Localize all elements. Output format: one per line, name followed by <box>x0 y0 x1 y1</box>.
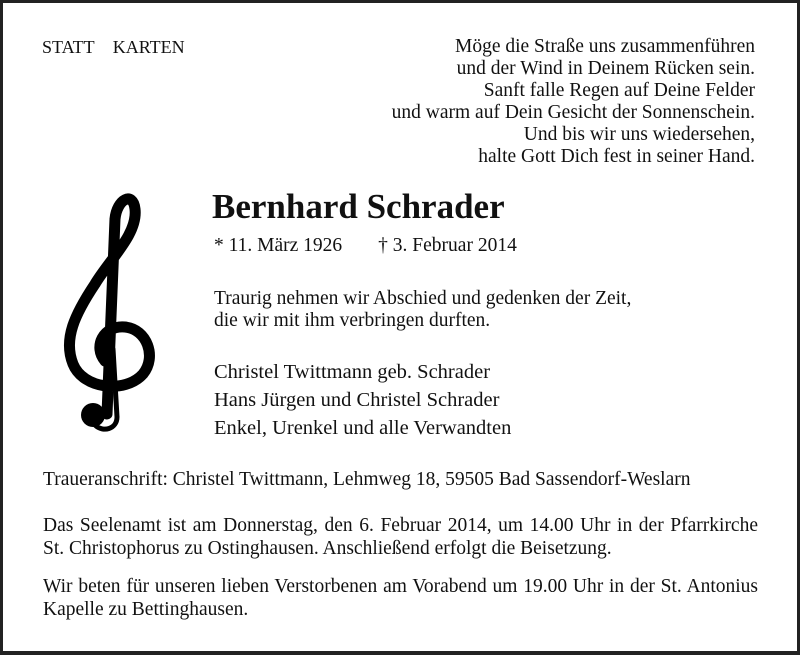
poem-line: Sanft falle Regen auf Deine Felder <box>483 80 755 101</box>
requiem-info: Das Seelenamt ist am Donnerstag, den 6. Februar 2014, um 14.00 Uhr in der Pfarrkirche St. Christophorus zu Ostinghausen. Anschließend erfolgt die Beisetzung. <box>43 515 758 559</box>
mourning-address: Traueranschrift: Christel Twittmann, Lehmweg 18, 59505 Bad Sassendorf-Weslarn <box>43 469 691 490</box>
treble-clef-icon <box>55 189 165 439</box>
deceased-name: Bernhard Schrader <box>212 187 505 226</box>
farewell-message <box>214 288 631 332</box>
life-dates <box>214 235 517 257</box>
mourner: Christel Twittmann geb. Schrader <box>214 361 491 383</box>
poem-line: halte Gott Dich fest in seiner Hand. <box>478 146 755 167</box>
poem-line: und warm auf Dein Gesicht der Sonnenschein. <box>391 102 755 123</box>
mourner: Hans Jürgen und Christel Schrader <box>214 389 500 411</box>
prayer-info: Wir beten für unseren lieben Verstorbenen am Vorabend um 19.00 Uhr in der St. Antonius Kapelle zu Bettinghausen. <box>43 576 758 620</box>
birth-date: * 11. März 1926 <box>214 235 343 256</box>
mourners-list <box>214 358 511 442</box>
poem-line: Und bis wir uns wiedersehen, <box>523 124 755 145</box>
message-line: die wir mit ihm verbringen durften. <box>214 310 491 331</box>
statt-karten-label: STATT KARTEN <box>42 37 185 57</box>
poem-line: und der Wind in Deinem Rücken sein. <box>456 58 755 79</box>
poem-line: Möge die Straße uns zusammenführen <box>454 36 755 57</box>
death-date: † 3. Februar 2014 <box>378 235 517 256</box>
poem <box>392 36 755 168</box>
message-line: Traurig nehmen wir Abschied und gedenken der Zeit, <box>214 288 632 309</box>
mourner: Enkel, Urenkel und alle Verwandten <box>214 417 512 439</box>
